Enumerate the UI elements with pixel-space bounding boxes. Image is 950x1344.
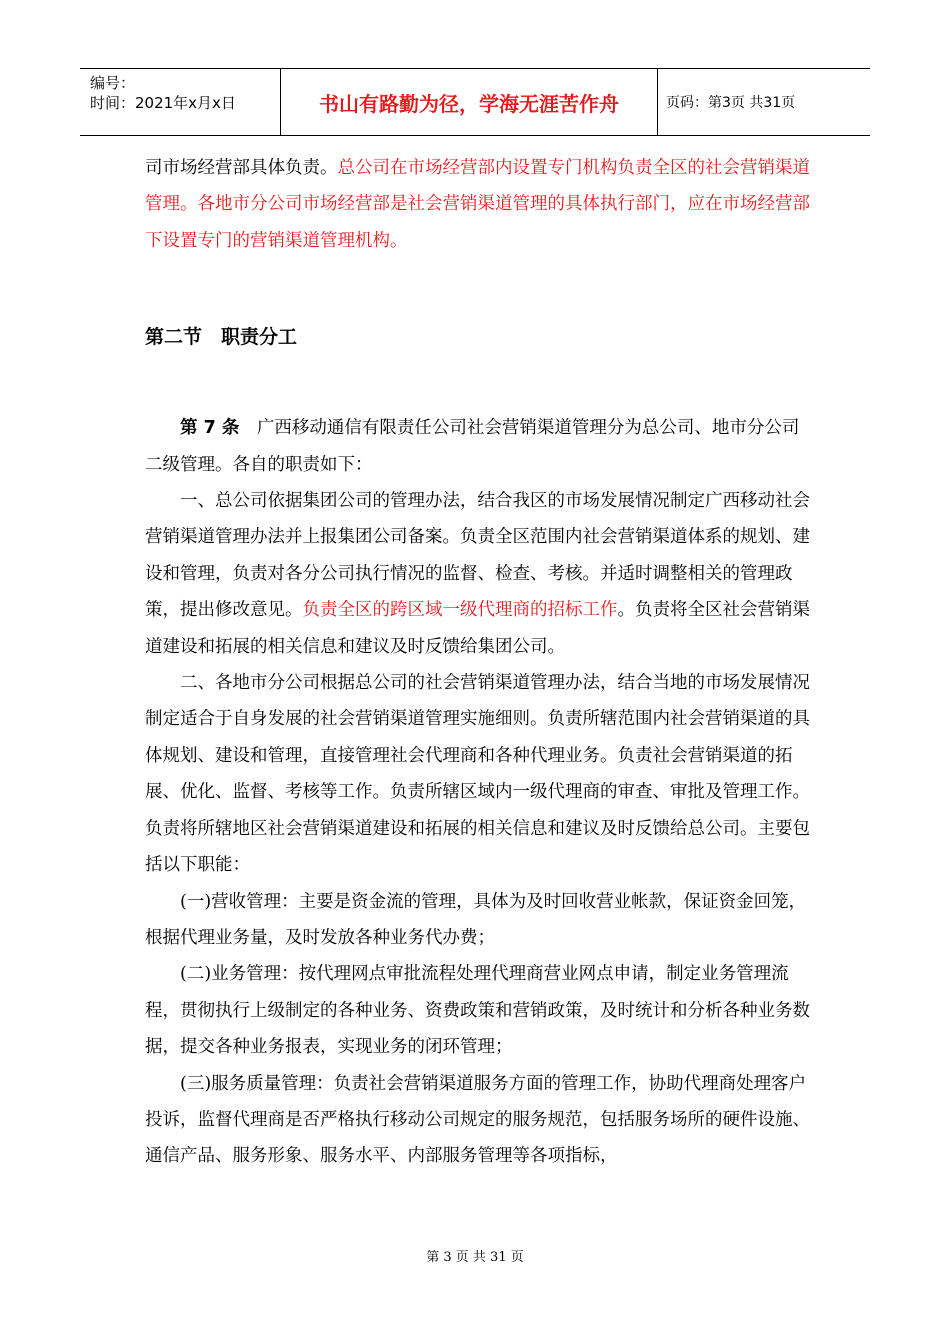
highlight-text: 负责全区的跨区域一级代理商的招标工作: [302, 600, 618, 621]
highlight-text: 总公司在市场经营部内设置专门机构负责全区的社会营销渠道管理。各地市分公司市场经营部是社会营销渠道管理的具体执行部门，应在市场经营部下设置专门的营销渠道管理机构。: [145, 158, 810, 251]
item-service: (三)服务质量管理：负责社会营销渠道服务方面的管理工作，协助代理商处理客户投诉，监督代理商是否严格执行移动公司规定的服务规范，包括服务场所的硬件设施、通信产品、服务形象、服务水平、内部服务管理等各项指标，: [145, 1073, 810, 1167]
item-revenue: (一)营收管理：主要是资金流的管理，具体为及时回收营业帐款，保证资金回笼，根据代理业务量，及时发放各种业务代办费；: [145, 891, 807, 948]
time-label: 时间：2021年x月x日: [90, 94, 236, 112]
section-title: 第二节 职责分工: [145, 326, 298, 349]
page-header: [80, 68, 870, 136]
article-7: 第 7 条 广西移动通信有限责任公司社会营销渠道管理分为总公司、地市分公司二级管理。各自的职责如下：: [145, 418, 800, 475]
paragraph-intro: 司市场经营部具体负责。总公司在市场经营部内设置专门机构负责全区的社会营销渠道管理。各地市分公司市场经营部是社会营销渠道管理的具体执行部门，应在市场经营部下设置专门的营销渠道管理机构。: [145, 158, 810, 251]
item-business: (二)业务管理：按代理网点审批流程处理代理商营业网点申请，制定业务管理流程，贯彻执行上级制定的各种业务、资费政策和营销政策，及时统计和分析各种业务数据，提交各种业务报表，实现业务的闭环管理；: [145, 964, 810, 1058]
paragraph-one: 一、总公司依据集团公司的管理办法，结合我区的市场发展情况制定广西移动社会营销渠道管理办法并上报集团公司备案。负责全区范围内社会营销渠道体系的规划、建设和管理，负责对各分公司执行情况的监督、检查、考核。并适时调整相关的管理政策，提出修改意见。负责全区的跨区域一级代理商的招标工作。负责将全区社会营销渠道建设和拓展的相关信息和建议及时反馈给集团公司。: [145, 491, 810, 657]
article-label: 第 7 条: [180, 418, 240, 439]
header-page-info: 页码：第3页 共31页: [666, 95, 796, 111]
header-meta: [80, 69, 281, 135]
number-label: 编号：: [90, 74, 136, 92]
page-footer: 第 3 页 共 31 页: [426, 1250, 524, 1265]
paragraph-two: 二、各地市分公司根据总公司的社会营销渠道管理办法，结合当地的市场发展情况制定适合于自身发展的社会营销渠道管理实施细则。负责所辖范围内社会营销渠道的具体规划、建设和管理，直接管理社会代理商和各种代理业务。负责社会营销渠道的拓展、优化、监督、考核等工作。负责所辖区域内一级代理商的审查、审批及管理工作。负责将所辖地区社会营销渠道建设和拓展的相关信息和建议及时反馈给总公司。主要包括以下职能：: [145, 673, 810, 876]
header-motto: 书山有路勤为径，学海无涯苦作舟: [281, 69, 658, 135]
document-body: [145, 150, 810, 1175]
